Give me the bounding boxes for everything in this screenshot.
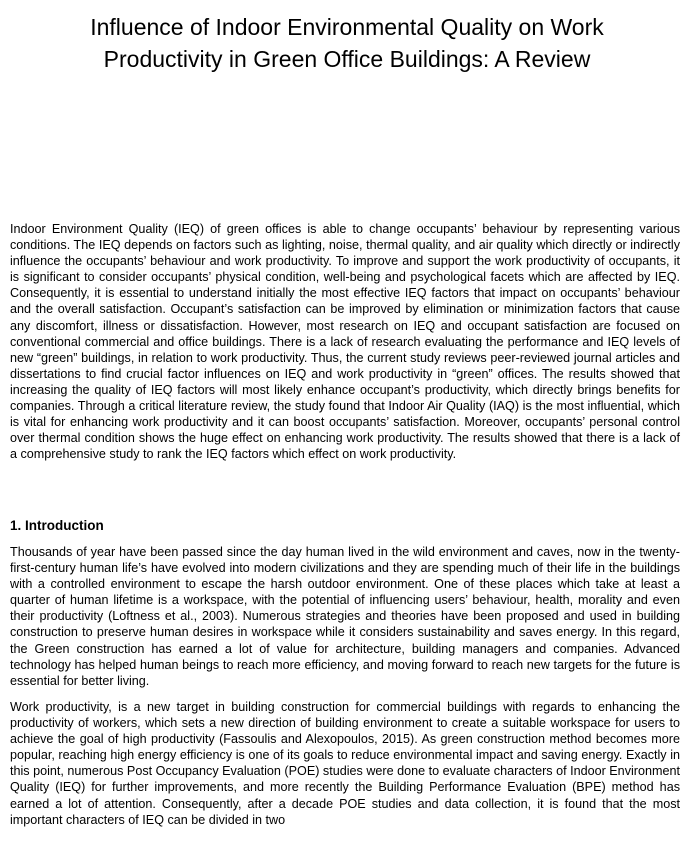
section-heading-introduction: 1. Introduction: [10, 518, 104, 533]
introduction-paragraph-2: Work productivity, is a new target in building construction for commercial buildings with regards to enhancing the productivity of workers, which sets a new direction of building environment to create a suitable workspace for users to achieve the goal of high productivity (Fassoulis and Alexopoulos, 2015). As green construction method becomes more popular, reaching high energy efficiency is one of its goals to reduce environmental impact and saving energy. Exactly in this point, numerous Post Occupancy Evaluation (POE) studies were done to evaluate characters of Indoor Environment Quality (IEQ) for further improvements, and more recently the Building Performance Evaluation (BPE) method has earned a lot of attention. Consequently, after a decade POE studies and data collection, it is found that the most important characters of IEQ can be divided in two: [10, 700, 680, 827]
title-line-1: Influence of Indoor Environmental Quality on Work: [90, 14, 604, 40]
paper-title: [20, 11, 674, 75]
abstract-paragraph: Indoor Environment Quality (IEQ) of green offices is able to change occupants’ behaviour by representing various conditions. The IEQ depends on factors such as lighting, noise, thermal quality, and air quality which directly or indirectly influence the occupants’ behaviour and work productivity. To improve and support the work productivity of occupants, it is significant to consider occupants’ physical condition, well-being and psychological facets which are affected by IEQ. Consequently, it is essential to understand initially the most effective IEQ factors that impact on occupants’ behaviour and the overall satisfaction. Occupant’s satisfaction can be improved by elimination or minimization factors that cause any discomfort, illness or dissatisfaction. However, most research on IEQ and occupant satisfaction are focused on conventional commercial and office buildings. There is a lack of research evaluating the performance and IEQ levels of new “green” buildings, in relation to work productivity. Thus, the current study reviews peer-reviewed journal articles and dissertations to find crucial factor influences on IEQ and work productivity in “green” offices. The results showed that increasing the quality of IEQ factors will most likely enhance occupant’s productivity, which directly brings benefits for companies. Through a critical literature review, the study found that Indoor Air Quality (IAQ) is the most influential, which is vital for enhancing work productivity and it can boost occupants’ satisfaction. Moreover, occupants’ personal control over thermal condition shows the huge effect on enhancing work productivity. The results showed that there is a lack of a comprehensive study to rank the IEQ factors which effect on work productivity.: [10, 222, 680, 462]
title-line-2: Productivity in Green Office Buildings: A Review: [103, 46, 591, 72]
introduction-paragraph-1: Thousands of year have been passed since the day human lived in the wild environment and caves, now in the twenty-first-century human life’s have evolved into modern civilizations and they are spending much of their life in the buildings with a controlled environment to escape the harsh outdoor environment. One of these places which take at least a quarter of human lifetime is a workspace, with the potential of influencing users’ behaviour, health, morality and even their productivity (Loftness et al., 2003). Numerous strategies and theories have been proposed and used in building construction to preserve human desires in workspace while it considers sustainability and saves energy. In this regard, the Green construction has earned a lot of value for architecture, building managers and companies. Advanced technology has helped human beings to reach more efficiency, and moving forward to reach new targets for the future is essential for better living.: [10, 545, 680, 688]
